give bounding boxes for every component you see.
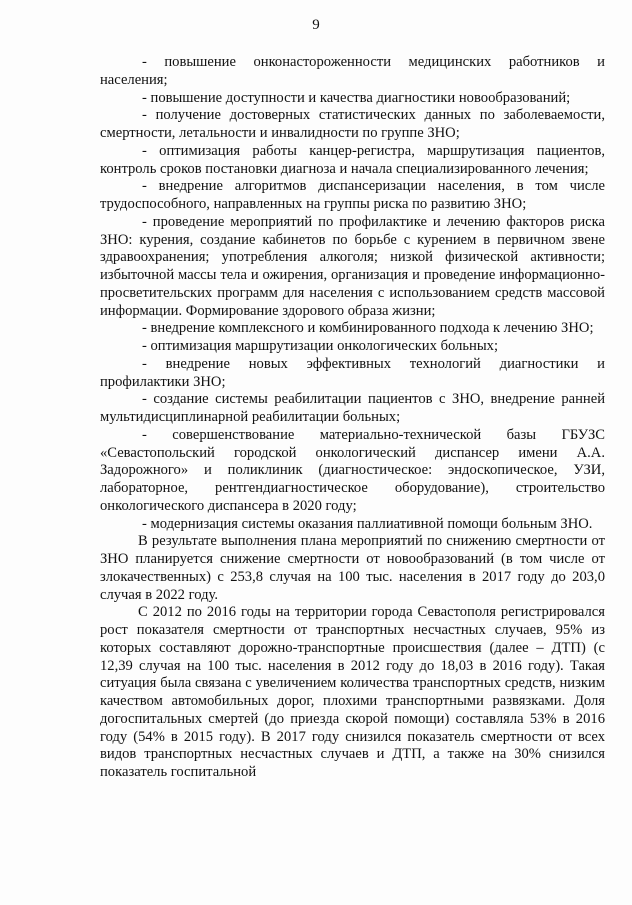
list-item: - внедрение алгоритмов диспансеризации населения, в том числе трудоспособного, направленных на группы риска по развитию ЗНО; (100, 178, 605, 212)
list-item: - получение достоверных статистических данных по заболеваемости, смертности, летальности и инвалидности по группе ЗНО; (100, 107, 605, 141)
list-item: - модернизация системы оказания паллиативной помощи больным ЗНО. (142, 515, 593, 532)
list-item: - создание системы реабилитации пациентов с ЗНО, внедрение ранней мультидисциплинарной реабилитации больных; (100, 391, 605, 425)
page-number: 9 (312, 17, 320, 33)
list-item: - повышение доступности и качества диагностики новообразований; (142, 89, 571, 106)
list-item: - проведение мероприятий по профилактике и лечению факторов риска ЗНО: курения, создание кабинетов по борьбе с курением в первичном звене здравоохранения; употребления алкоголя; низкой физической активности; избыточной массы тела и ожирения, организация и проведение информационно-просветительских программ для населения с использованием средств массовой информации. Формирование здорового образа жизни; (100, 213, 605, 319)
list-item: - оптимизация маршрутизации онкологических больных; (142, 338, 499, 354)
paragraph: В результате выполнения плана мероприятий по снижению смертности от ЗНО планируется снижение смертности от новообразований (в том числе от злокачественных) с 253,8 случая на 100 тыс. населения в 2017 году до 203,0 случая в 2022 году. (100, 533, 605, 603)
paragraph: С 2012 по 2016 годы на территории города Севастополя регистрировался рост показателя смертности от транспортных несчастных случаев, 95% из которых составляют дорожно-транспортные происшествия (далее – ДТП) (с 12,39 случая на 100 тыс. населения в 2012 году до 18,03 в 2016 году). Такая ситуация была связана с увеличением количества транспортных средств, низким качеством автомобильных дорог, плохими транспортными развязками. Доля догоспитальных смертей (до приезда скорой помощи) составляла 53% в 2016 году (54% в 2015 году). В 2017 году снизился показатель смертности от всех видов транспортных несчастных случаев и ДТП, а также на 30% снизился показатель госпитальной (100, 604, 605, 780)
document-body (100, 54, 605, 782)
list-item: - внедрение комплексного и комбинированного подхода к лечению ЗНО; (142, 320, 594, 337)
list-item: - совершенствование материально-технической базы ГБУЗС «Севастопольский городской онкологический диспансер имени А.А. Задорожного» и поликлиник (диагностическое: эндоскопическое, УЗИ, лабораторное, рентгендиагностическое оборудование), строительство онкологического диспансера в 2020 году; (100, 426, 605, 514)
list-item: - повышение онконастороженности медицинских работников и населения; (100, 54, 605, 88)
list-item: - оптимизация работы канцер-регистра, маршрутизация пациентов, контроль сроков постановки диагноза и начала специализированного лечения; (100, 142, 605, 177)
list-item: - внедрение новых эффективных технологий диагностики и профилактики ЗНО; (100, 355, 605, 390)
